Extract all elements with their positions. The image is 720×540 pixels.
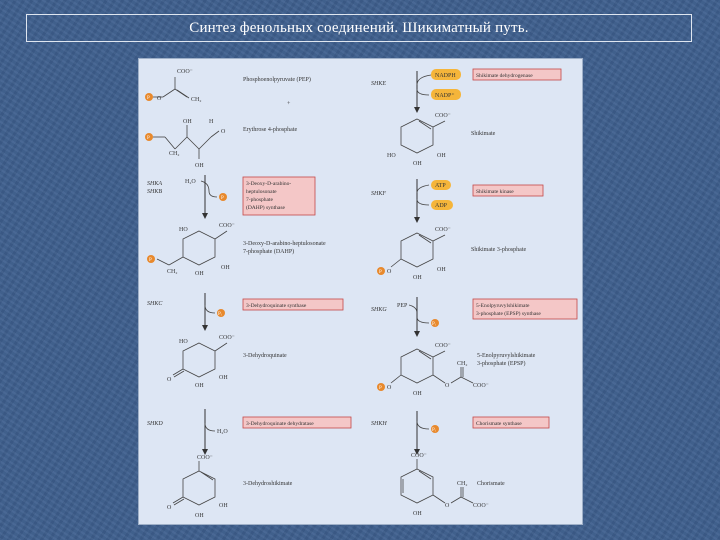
- phosphate-label: Pᵢ: [218, 312, 222, 317]
- pep-name: Phosphoenolpyruvate (PEP): [243, 77, 311, 83]
- dahp-structure: [157, 231, 227, 265]
- dhs-oh-label: OH: [195, 513, 204, 519]
- e4p-structure: [153, 125, 219, 159]
- enzyme-label: heptulosonate: [246, 189, 277, 195]
- enzyme-label: (DAHP) synthase: [246, 205, 285, 211]
- epsp-oh-label: OH: [413, 391, 422, 397]
- pep-coo-label: COO⁻: [177, 69, 193, 75]
- chorismate-coo-label: COO⁻: [473, 503, 489, 509]
- slide-title-box: [26, 14, 692, 42]
- pathway-diagram: [139, 59, 584, 526]
- enzyme-label: 3-Dehydroquinate dehydratase: [246, 421, 314, 427]
- s3p-oh-label: OH: [413, 275, 422, 281]
- gene-label: SHKG: [371, 307, 387, 313]
- arrowhead: [202, 213, 208, 219]
- enzyme-label: Chorismate synthase: [476, 421, 522, 427]
- phosphate-label: P: [147, 96, 150, 101]
- dahp-coo-label: COO⁻: [219, 223, 235, 229]
- cofactor-label: NADPH: [435, 73, 456, 79]
- product-label: 3-Dehydroquinate: [243, 353, 287, 359]
- e4p-ch2-label: CH₂: [169, 151, 180, 157]
- chorismate-o-label: O: [445, 503, 450, 509]
- phosphate-label: P: [379, 386, 382, 391]
- plus-sign: +: [287, 101, 291, 107]
- phosphate-label: Pᵢ: [432, 428, 436, 433]
- cofactor-label: ATP: [435, 183, 446, 189]
- product-label: 5-Enolpyruvylshikimate: [477, 353, 536, 359]
- chorismate-oh-label: OH: [413, 511, 422, 517]
- dhq-coo-label: COO⁻: [219, 335, 235, 341]
- shikimate-oh-label: OH: [437, 153, 446, 159]
- product-label: Shikimate: [471, 131, 496, 137]
- side-arrow: [201, 181, 217, 197]
- dhq-oh-label: OH: [219, 375, 228, 381]
- enzyme-label: 3-Dehydroquinate synthase: [246, 303, 307, 309]
- dhs-oh-label: OH: [219, 503, 228, 509]
- enzyme-label: 7-phosphate: [246, 197, 273, 203]
- e4p-oh-label: OH: [183, 119, 192, 125]
- gene-label: SHKH: [371, 421, 387, 427]
- slide-title: Синтез фенольных соединений. Шикиматный путь.: [189, 19, 529, 36]
- side-arrow: [409, 305, 417, 313]
- epsp-ch2-label: CH₂: [457, 361, 468, 367]
- gene-label: SHKD: [147, 421, 163, 427]
- side-reactant-label: H₂O: [185, 179, 196, 185]
- enzyme-label: 5-Enolpyruvylshikimate: [476, 303, 530, 309]
- s3p-o-label: O: [387, 269, 392, 275]
- phosphate-label: P: [149, 258, 152, 263]
- phosphate-label: Pᵢ: [432, 322, 436, 327]
- side-reactant-label: PEP: [397, 303, 408, 309]
- enzyme-label: 3-Deoxy-D-arabino-: [246, 181, 292, 187]
- dahp-ho-label: HO: [179, 227, 188, 233]
- product-label: 7-phosphate (DAHP): [243, 249, 295, 255]
- phosphate-label: P: [147, 136, 150, 141]
- shikimate-pathway-figure: [138, 58, 583, 525]
- side-arrow: [417, 199, 429, 205]
- cofactor-label: ADP: [435, 203, 448, 209]
- dhs-o-label: O: [167, 505, 172, 511]
- arrowhead: [414, 217, 420, 223]
- side-arrow: [417, 421, 429, 429]
- product-label: Chorismate: [477, 481, 505, 487]
- shikimate-3-phosphate-structure: [391, 233, 445, 267]
- side-arrow: [417, 89, 429, 95]
- epsp-o-label: O: [445, 383, 450, 389]
- phosphate-label: P: [221, 196, 224, 201]
- gene-label: SHKC: [147, 301, 163, 307]
- epsp-coo-label: COO⁻: [473, 383, 489, 389]
- side-arrow: [205, 305, 215, 313]
- chorismate-coo-label: COO⁻: [411, 453, 427, 459]
- shikimate-oh-label: OH: [413, 161, 422, 167]
- product-label: 3-Deoxy-D-arabino-heptulosonate: [243, 241, 326, 247]
- s3p-coo-label: COO⁻: [435, 227, 451, 233]
- e4p-o-label: O: [221, 129, 226, 135]
- e4p-h-label: H: [209, 119, 214, 125]
- e4p-name: Erythrose 4-phosphate: [243, 127, 298, 133]
- enzyme-label: Shikimate dehydrogenase: [476, 73, 533, 79]
- dahp-ch2-label: CH₂: [167, 269, 178, 275]
- gene-label: SHKA: [147, 181, 162, 187]
- dahp-oh-label: OH: [221, 265, 230, 271]
- dhq-o-label: O: [167, 377, 172, 383]
- phosphate-label: P: [379, 270, 382, 275]
- pep-ch2-label: CH₂: [191, 97, 202, 103]
- cofactor-label: NADP⁺: [435, 93, 455, 99]
- enzyme-label: 3-phosphate (EPSP) synthase: [476, 311, 541, 317]
- shikimate-coo-label: COO⁻: [435, 113, 451, 119]
- e4p-oh-label: OH: [195, 163, 204, 169]
- arrowhead: [414, 107, 420, 113]
- product-label: 3-phosphate (EPSP): [477, 361, 526, 367]
- product-label: 3-Dehydroshikimate: [243, 481, 293, 487]
- side-arrow: [417, 317, 429, 323]
- epsp-o-label: O: [387, 385, 392, 391]
- chorismate-ch2-label: CH₂: [457, 481, 468, 487]
- dhq-oh-label: OH: [195, 383, 204, 389]
- dhs-coo-label: COO⁻: [197, 455, 213, 461]
- enzyme-label: Shikimate kinase: [476, 189, 514, 195]
- dahp-oh-label: OH: [195, 271, 204, 277]
- arrowhead: [414, 331, 420, 337]
- gene-label: SHKE: [371, 81, 386, 87]
- side-arrow: [417, 185, 429, 193]
- dhq-ho-label: HO: [179, 339, 188, 345]
- shikimate-ho-label: HO: [387, 153, 396, 159]
- gene-label: SHKF: [371, 191, 386, 197]
- dehydroshikimate-structure: [173, 461, 215, 505]
- pep-o-label: O: [157, 96, 162, 102]
- side-arrow: [205, 423, 215, 431]
- gene-label: SHKB: [147, 189, 162, 195]
- dehydroquinate-structure: [173, 343, 227, 377]
- side-arrow: [417, 75, 431, 85]
- arrowhead: [202, 325, 208, 331]
- s3p-oh-label: OH: [437, 267, 446, 273]
- side-product-label: H₂O: [217, 429, 228, 435]
- epsp-coo-label: COO⁻: [435, 343, 451, 349]
- pep-structure: [153, 77, 189, 98]
- product-label: Shikimate 3-phosphate: [471, 247, 527, 253]
